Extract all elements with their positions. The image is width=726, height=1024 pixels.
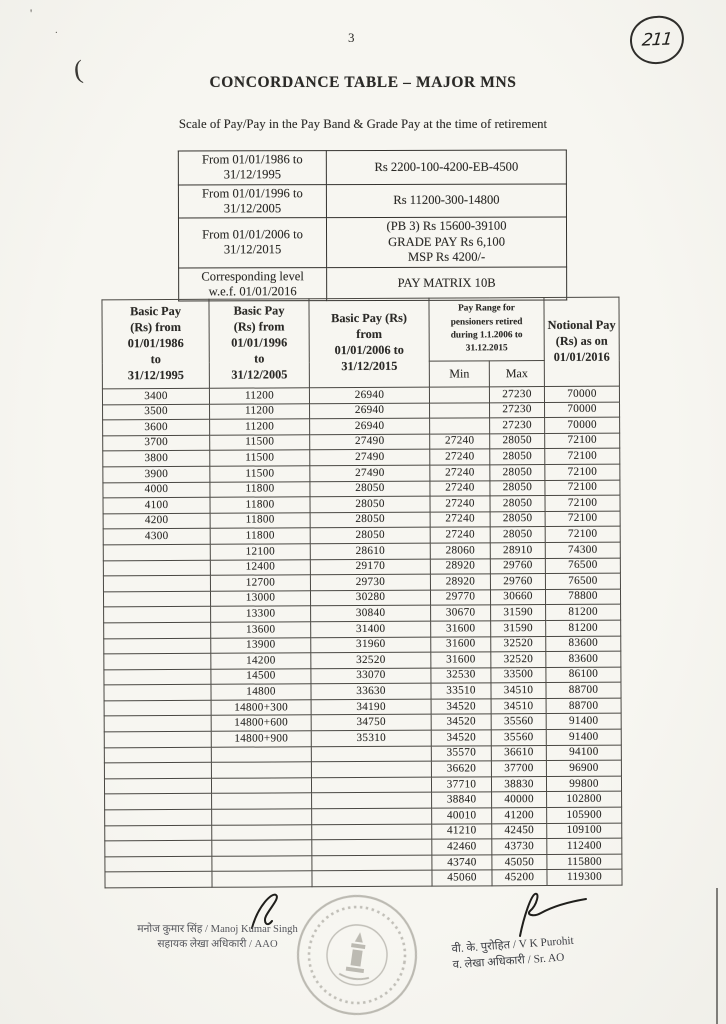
cell-basic-pay-1996: 12700 — [210, 575, 310, 591]
cell-pay-min: 27240 — [430, 512, 490, 528]
cell-basic-pay-2006 — [312, 793, 432, 809]
cell-notional-pay: 94100 — [546, 745, 621, 761]
cell-pay-min: 38840 — [432, 792, 492, 808]
scale-table-row — [178, 150, 566, 185]
cell-pay-min: 29770 — [430, 590, 490, 606]
signatory-designation-left: सहायक लेखा अधिकारी / AAO — [157, 939, 278, 951]
scale-value-cell: (PB 3) Rs 15600-39100 GRADE PAY Rs 6,100 MSP Rs 4200/- — [326, 217, 566, 267]
cell-pay-max: 28050 — [490, 433, 545, 449]
cell-basic-pay-2006 — [312, 839, 432, 855]
cell-notional-pay: 72100 — [545, 480, 620, 496]
cell-basic-pay-1996: 11800 — [210, 481, 310, 497]
cell-pay-min: 27240 — [430, 465, 490, 481]
cell-pay-max: 31590 — [491, 605, 546, 621]
cell-basic-pay-2006 — [312, 871, 432, 887]
cell-basic-pay-1996: 14500 — [211, 668, 311, 684]
cell-pay-max: 38830 — [491, 776, 546, 792]
cell-basic-pay-1996: 11200 — [210, 419, 310, 435]
cell-basic-pay-1986 — [105, 856, 212, 872]
cell-basic-pay-1996: 14800+600 — [211, 715, 311, 731]
cell-notional-pay: 109100 — [547, 823, 622, 839]
cell-basic-pay-2006: 32520 — [311, 652, 431, 668]
cell-pay-min: 45060 — [432, 870, 492, 886]
cell-pay-max: 29760 — [490, 558, 545, 574]
cell-pay-min — [429, 387, 489, 403]
cell-basic-pay-1986 — [103, 544, 210, 560]
cell-pay-min: 34520 — [431, 699, 491, 715]
cell-pay-max: 35560 — [491, 730, 546, 746]
cell-pay-min: 41210 — [432, 823, 492, 839]
cell-pay-min: 28920 — [430, 558, 490, 574]
scan-speck: ' — [30, 6, 33, 20]
cell-basic-pay-2006: 33070 — [311, 668, 431, 684]
header-basic-pay-1986: Basic Pay (Rs) from 01/01/1986 to 31/12/1995 — [102, 299, 209, 389]
cell-basic-pay-1986 — [104, 747, 211, 763]
cell-pay-min: 27240 — [430, 496, 490, 512]
cell-basic-pay-1986 — [104, 653, 211, 669]
cell-notional-pay: 91400 — [546, 714, 621, 730]
cell-basic-pay-2006: 30840 — [311, 605, 431, 621]
cell-pay-min: 27240 — [430, 527, 490, 543]
cell-basic-pay-1986 — [104, 638, 211, 654]
cell-pay-max: 32520 — [491, 652, 546, 668]
scale-value-cell: Rs 11200-300-14800 — [326, 184, 566, 218]
cell-pay-max: 45050 — [492, 854, 547, 870]
cell-basic-pay-2006: 31400 — [311, 621, 431, 637]
cell-pay-min: 43740 — [432, 855, 492, 871]
scale-table-body — [178, 150, 566, 301]
cell-basic-pay-1996: 13900 — [211, 637, 311, 653]
cell-basic-pay-2006: 31960 — [311, 637, 431, 653]
cell-basic-pay-2006: 27490 — [310, 450, 430, 466]
cell-pay-max: 36610 — [491, 745, 546, 761]
cell-basic-pay-1996 — [212, 856, 312, 872]
cell-pay-max: 28050 — [490, 511, 545, 527]
document-title: CONCORDANCE TABLE – MAJOR MNS — [209, 74, 517, 91]
cell-basic-pay-2006: 28050 — [310, 481, 430, 497]
signatory-name-right: वी. के. पुरोहित / V K Purohit — [451, 934, 575, 956]
cell-basic-pay-1986: 4300 — [103, 529, 210, 545]
cell-pay-max: 40000 — [492, 792, 547, 808]
handwritten-circled-number — [628, 13, 687, 66]
cell-pay-min — [430, 418, 490, 434]
scale-value-cell: Rs 2200-100-4200-EB-4500 — [326, 150, 566, 184]
cell-basic-pay-2006: 34190 — [311, 699, 431, 715]
cell-basic-pay-1986 — [103, 591, 210, 607]
cell-basic-pay-1986: 3500 — [103, 404, 210, 420]
cell-basic-pay-2006: 26940 — [309, 387, 429, 403]
scale-value-cell: PAY MATRIX 10B — [327, 267, 567, 301]
cell-pay-min: 34520 — [431, 714, 491, 730]
cell-notional-pay: 99800 — [546, 776, 621, 792]
cell-basic-pay-2006 — [311, 746, 431, 762]
document-subtitle: Scale of Pay/Pay in the Pay Band & Grade Pay at the time of retirement — [178, 117, 548, 131]
cell-notional-pay: 76500 — [545, 573, 620, 589]
cell-basic-pay-1996: 14800 — [211, 684, 311, 700]
cell-basic-pay-1986 — [105, 809, 212, 825]
cell-notional-pay: 86100 — [546, 667, 621, 683]
cell-basic-pay-2006: 27490 — [310, 434, 430, 450]
cell-notional-pay: 78800 — [545, 589, 620, 605]
cell-basic-pay-2006: 28050 — [310, 512, 430, 528]
cell-pay-max: 29760 — [490, 574, 545, 590]
cell-notional-pay: 96900 — [546, 760, 621, 776]
cell-notional-pay: 115800 — [547, 854, 622, 870]
cell-notional-pay: 81200 — [546, 604, 621, 620]
cell-basic-pay-1986: 3700 — [103, 435, 210, 451]
cell-basic-pay-1986 — [104, 700, 211, 716]
cell-basic-pay-1986 — [104, 716, 211, 732]
cell-pay-max: 28050 — [490, 527, 545, 543]
cell-basic-pay-1986 — [105, 872, 212, 888]
pay-scale-table — [178, 149, 567, 301]
cell-notional-pay: 70000 — [545, 402, 620, 418]
cell-basic-pay-1986 — [104, 669, 211, 685]
cell-pay-max: 28910 — [490, 542, 545, 558]
cell-basic-pay-1986 — [103, 560, 210, 576]
cell-pay-min: 34520 — [431, 730, 491, 746]
cell-basic-pay-2006: 29170 — [310, 559, 430, 575]
cell-notional-pay: 119300 — [547, 870, 622, 886]
cell-pay-max: 35560 — [491, 714, 546, 730]
cell-notional-pay: 102800 — [547, 792, 622, 808]
cell-notional-pay: 72100 — [545, 511, 620, 527]
scale-period-cell: From 01/01/2006 to 31/12/2015 — [178, 218, 326, 267]
cell-basic-pay-1996 — [212, 871, 312, 887]
cell-basic-pay-2006 — [312, 808, 432, 824]
cell-notional-pay: 105900 — [547, 807, 622, 823]
cell-basic-pay-2006: 33630 — [311, 683, 431, 699]
cell-basic-pay-2006 — [311, 761, 431, 777]
cell-basic-pay-2006 — [312, 855, 432, 871]
cell-basic-pay-1996 — [212, 793, 312, 809]
cell-notional-pay: 74300 — [545, 542, 620, 558]
cell-basic-pay-2006: 27490 — [310, 465, 430, 481]
header-notional-pay: Notional Pay (Rs) as on 01/01/2016 — [544, 297, 619, 386]
cell-pay-min: 42460 — [432, 839, 492, 855]
cell-basic-pay-1986 — [104, 685, 211, 701]
main-table-body — [102, 386, 622, 888]
cell-basic-pay-1996 — [212, 809, 312, 825]
cell-pay-max: 34510 — [491, 683, 546, 699]
cell-notional-pay: 91400 — [546, 729, 621, 745]
cell-basic-pay-1986: 3800 — [103, 451, 210, 467]
cell-pay-min: 27240 — [430, 449, 490, 465]
cell-basic-pay-1996: 14800+900 — [211, 731, 311, 747]
cell-notional-pay: 83600 — [546, 636, 621, 652]
table-row — [105, 870, 622, 888]
cell-notional-pay: 70000 — [544, 386, 619, 402]
cell-notional-pay: 72100 — [545, 526, 620, 542]
cell-basic-pay-1996: 12100 — [210, 544, 310, 560]
scale-table-row — [179, 267, 567, 302]
cell-notional-pay: 83600 — [546, 651, 621, 667]
cell-pay-max: 27230 — [489, 387, 544, 403]
cell-pay-max: 34510 — [491, 698, 546, 714]
cell-basic-pay-2006: 29730 — [310, 574, 430, 590]
cell-basic-pay-1986 — [104, 607, 211, 623]
cell-notional-pay: 112400 — [547, 838, 622, 854]
cell-basic-pay-1996: 13000 — [210, 590, 310, 606]
header-min: Min — [429, 361, 489, 387]
cell-pay-min: 28920 — [430, 574, 490, 590]
cell-pay-min: 30670 — [431, 605, 491, 621]
cell-pay-min: 31600 — [431, 652, 491, 668]
cell-pay-min: 31600 — [431, 636, 491, 652]
cell-basic-pay-1986: 3600 — [103, 419, 210, 435]
cell-basic-pay-1996: 11500 — [210, 435, 310, 451]
cell-basic-pay-1996 — [211, 746, 311, 762]
cell-basic-pay-1986 — [105, 841, 212, 857]
signatory-designation-right: व. लेखा अधिकारी / Sr. AO — [452, 951, 565, 972]
cell-basic-pay-1996 — [211, 778, 311, 794]
corner-note-text: 211 — [641, 29, 673, 51]
cell-basic-pay-1996: 14200 — [211, 653, 311, 669]
cell-pay-min — [430, 402, 490, 418]
cell-basic-pay-1996: 12400 — [210, 559, 310, 575]
cell-basic-pay-1996 — [212, 840, 312, 856]
cell-pay-min: 33510 — [431, 683, 491, 699]
cell-pay-max: 30660 — [490, 589, 545, 605]
cell-notional-pay: 72100 — [545, 433, 620, 449]
cell-basic-pay-1986 — [103, 575, 210, 591]
cell-basic-pay-1996: 11500 — [210, 466, 310, 482]
cell-basic-pay-1996: 11200 — [209, 388, 309, 404]
cell-notional-pay: 88700 — [546, 682, 621, 698]
cell-basic-pay-2006: 28050 — [310, 496, 430, 512]
cell-pay-min: 36620 — [431, 761, 491, 777]
cell-basic-pay-2006: 30280 — [310, 590, 430, 606]
cell-pay-max: 31590 — [491, 620, 546, 636]
cell-pay-min: 28060 — [430, 543, 490, 559]
cell-pay-min: 27240 — [430, 480, 490, 496]
cell-basic-pay-1986 — [105, 825, 212, 841]
cell-basic-pay-2006 — [312, 824, 432, 840]
cell-basic-pay-2006: 34750 — [311, 715, 431, 731]
page-number: 3 — [348, 30, 355, 45]
cell-pay-max: 27230 — [490, 418, 545, 434]
cell-basic-pay-1986: 4200 — [103, 513, 210, 529]
scan-speck: . — [55, 24, 58, 36]
cell-basic-pay-1996: 11200 — [210, 403, 310, 419]
cell-pay-min: 35570 — [431, 745, 491, 761]
cell-basic-pay-2006 — [311, 777, 431, 793]
signature-block-right — [451, 927, 663, 974]
scale-table-row — [178, 184, 566, 219]
scale-period-cell: Corresponding level w.e.f. 01/01/2016 — [179, 267, 327, 301]
cell-basic-pay-1986 — [104, 778, 211, 794]
cell-basic-pay-1996: 11800 — [210, 528, 310, 544]
cell-basic-pay-2006: 28050 — [310, 527, 430, 543]
cell-basic-pay-2006: 26940 — [310, 418, 430, 434]
cell-basic-pay-1986 — [104, 622, 211, 638]
cell-pay-max: 28050 — [490, 449, 545, 465]
scan-edge-artifact — [716, 888, 718, 1024]
cell-pay-max: 28050 — [490, 496, 545, 512]
cell-basic-pay-1986 — [104, 763, 211, 779]
cell-basic-pay-1996: 11500 — [210, 450, 310, 466]
scale-table-row — [178, 217, 566, 267]
cell-basic-pay-1996: 11800 — [210, 513, 310, 529]
cell-pay-min: 32530 — [431, 668, 491, 684]
cell-basic-pay-1986: 3900 — [103, 466, 210, 482]
cell-pay-max: 42450 — [492, 823, 547, 839]
cell-pay-max: 43730 — [492, 839, 547, 855]
cell-notional-pay: 70000 — [545, 417, 620, 433]
cell-pay-max: 32520 — [491, 636, 546, 652]
cell-pay-min: 40010 — [432, 808, 492, 824]
cell-notional-pay: 72100 — [545, 495, 620, 511]
cell-basic-pay-2006: 28610 — [310, 543, 430, 559]
cell-basic-pay-1996: 13300 — [211, 606, 311, 622]
cell-basic-pay-2006: 26940 — [310, 403, 430, 419]
cell-basic-pay-1996: 13600 — [211, 622, 311, 638]
header-basic-pay-2006: Basic Pay (Rs) from 01/01/2006 to 31/12/2015 — [309, 298, 429, 388]
cell-basic-pay-1996 — [212, 824, 312, 840]
scale-period-cell: From 01/01/1996 to 31/12/2005 — [178, 184, 326, 218]
header-basic-pay-1996: Basic Pay (Rs) from 01/01/1996 to 31/12/2005 — [209, 299, 309, 389]
cell-pay-max: 33500 — [491, 667, 546, 683]
cell-basic-pay-1986: 4100 — [103, 497, 210, 513]
cell-notional-pay: 88700 — [546, 698, 621, 714]
stray-pen-mark: ( — [72, 54, 85, 85]
cell-pay-max: 27230 — [490, 402, 545, 418]
cell-basic-pay-1996 — [211, 762, 311, 778]
concordance-table — [101, 297, 622, 889]
cell-notional-pay: 72100 — [545, 449, 620, 465]
concordance-table-header — [102, 297, 619, 389]
cell-pay-min: 31600 — [431, 621, 491, 637]
cell-basic-pay-2006: 35310 — [311, 730, 431, 746]
cell-pay-max: 45200 — [492, 870, 547, 886]
header-pay-range: Pay Range for pensioners retired during 1.1.2006 to 31.12.2015 — [429, 298, 544, 362]
cell-pay-min: 37710 — [431, 777, 491, 793]
cell-basic-pay-1986 — [105, 794, 212, 810]
cell-pay-min: 27240 — [430, 434, 490, 450]
cell-basic-pay-1986: 4000 — [103, 482, 210, 498]
cell-notional-pay: 81200 — [546, 620, 621, 636]
cell-basic-pay-1996: 11800 — [210, 497, 310, 513]
cell-basic-pay-1986: 3400 — [102, 388, 209, 404]
header-max: Max — [489, 361, 544, 387]
scale-period-cell: From 01/01/1986 to 31/12/1995 — [178, 151, 326, 185]
cell-basic-pay-1986 — [104, 731, 211, 747]
cell-pay-max: 41200 — [492, 808, 547, 824]
cell-pay-max: 28050 — [490, 465, 545, 481]
cell-pay-max: 37700 — [491, 761, 546, 777]
office-round-stamp-icon — [284, 882, 431, 1024]
cell-notional-pay: 72100 — [545, 464, 620, 480]
cell-notional-pay: 76500 — [545, 558, 620, 574]
signatory-name-left: मनोज कुमार सिंह / Manoj Kumar Singh — [137, 924, 298, 935]
cell-basic-pay-1996: 14800+300 — [211, 700, 311, 716]
cell-pay-max: 28050 — [490, 480, 545, 496]
